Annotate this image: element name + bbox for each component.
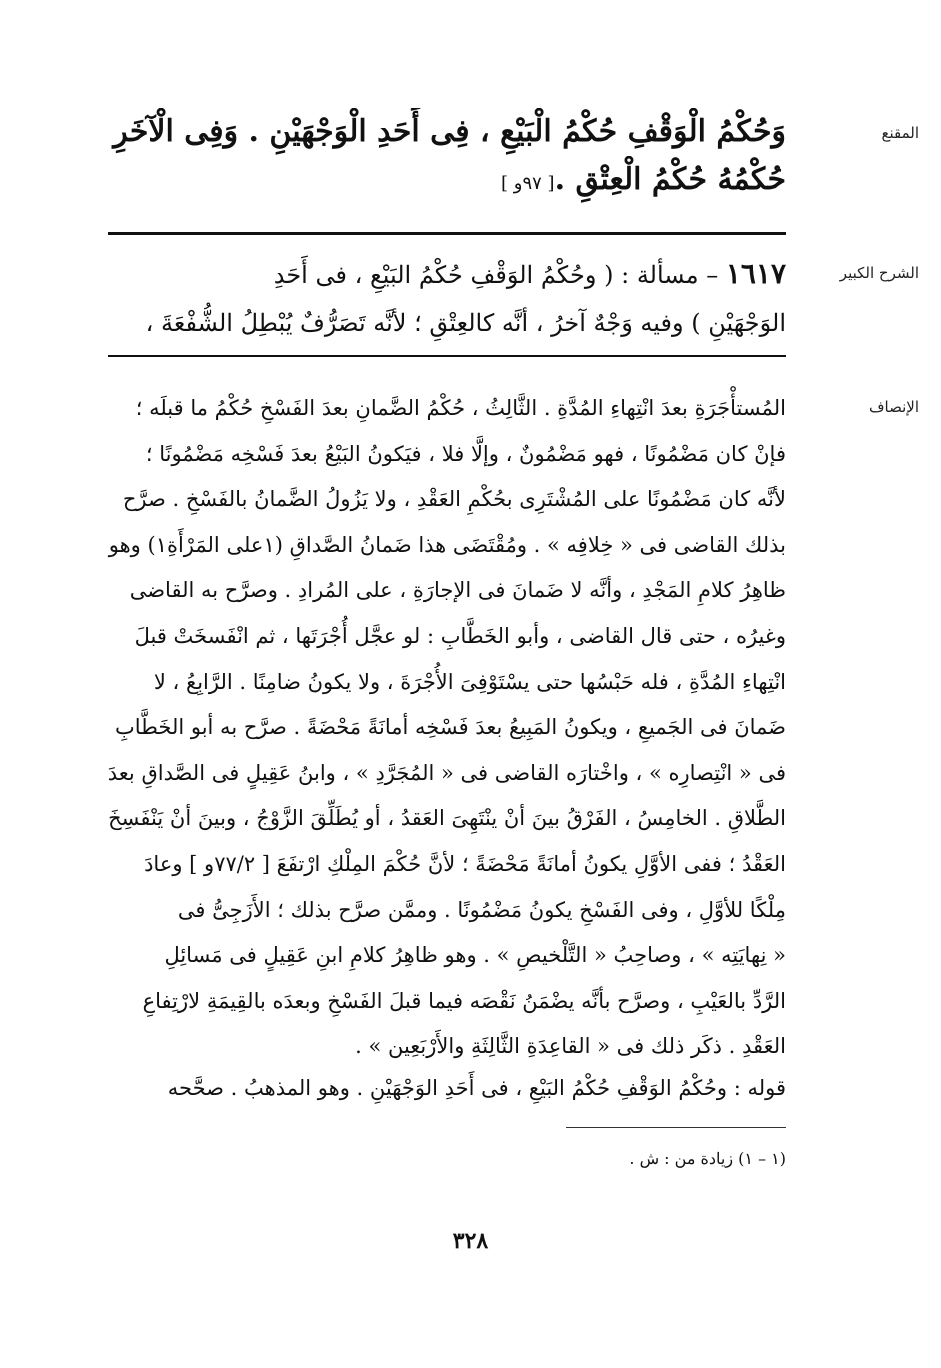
sharh-line-1-text: – مسألة : ( وحُكْمُ الوَقْفِ حُكْمُ البَيْعِ ، فى أَحَدِ xyxy=(273,261,726,289)
insaf-line: لأنَّه كان مَضْمُونًا على المُشْتَرِى بحُكْمِ العَقْدِ ، ولا يَزُولُ الضَّمانُ بالفَسْخِ . صرَّح xyxy=(122,487,786,512)
manuscript-page-mark: [ ٩٧و ] xyxy=(501,173,555,194)
sharh-text-block xyxy=(106,250,786,347)
insaf-line: المُستأْجَرَةِ بعدَ انْتِهاءِ المُدَّةِ . الثَّالِثُ ، حُكْمُ الضَّمانِ بعدَ الفَسْخِ حُكْمُ ما قبلَه ؛ xyxy=(135,396,786,420)
insaf-text-block xyxy=(106,386,786,1070)
sharh-line-1 xyxy=(106,250,786,299)
muqni-line-2-text: حُكْمُهُ حُكْمُ الْعِتْقِ . xyxy=(554,162,786,197)
insaf-line: وغيرُه ، حتى قال القاضى ، وأبو الخَطَّابِ : لو عجَّل أُجْرَتَها ، ثم انْفَسخَتْ قبلَ xyxy=(134,623,786,648)
insaf-line: العَقْدُ ؛ ففى الأوَّلِ يكونُ أمانَةً مَحْضَةً ؛ لأنَّ حُكْمَ المِلْكِ ارْتفَعَ [ ٧٧/٢و ] وعادَ xyxy=(144,851,786,876)
insaf-line: مِلْكًا للأوَّلِ ، وفى الفَسْخِ يكونُ مَضْمُونًا . وممَّن صرَّح بذلك ؛ الأَزَجِىُّ فى xyxy=(177,897,786,922)
insaf-line: العَقْدِ . ذكَر ذلك فى « القاعِدَةِ الثَّالِثَةِ والأَرْبَعِين » . xyxy=(355,1034,786,1059)
footnote-rule xyxy=(566,1127,786,1128)
issue-number: ١٦١٧ xyxy=(725,257,786,290)
label-muqni: المقنع xyxy=(881,124,919,142)
label-insaf: الإنصاف xyxy=(868,398,919,416)
insaf-line: الرَّدِّ بالعَيْبِ ، وصرَّح بأنَّه يضْمَنُ نَقْصَه فيما قبلَ الفَسْخِ وبعدَه بالقِيمَةِ لارْتِفاعِ xyxy=(142,988,786,1013)
sharh-line-2: الوَجْهَيْنِ ) وفيه وَجْهٌ آخرُ ، أنَّه كالعِتْقِ ؛ لأنَّه تَصَرُّفٌ يُبْطِلُ الشُّفْعَةَ ، xyxy=(145,309,786,337)
insaf-line: ظاهِرُ كلامِ المَجْدِ ، وأنَّه لا ضَمانَ فى الإجارَةِ ، على المُرادِ . وصرَّح به القاضى xyxy=(129,578,786,603)
muqni-line-2 xyxy=(106,156,786,208)
muqni-line-1: وَحُكْمُ الْوَقْفِ حُكْمُ الْبَيْعِ ، فِى أَحَدِ الْوَجْهَيْنِ . وَفِى الْآخَرِ xyxy=(113,114,786,149)
page-number: ٣٢٨ xyxy=(452,1228,489,1254)
footnote-block xyxy=(106,1146,786,1172)
insaf-line: فى « انْتِصارِه » ، واخْتارَه القاضى فى « المُجَرَّدِ » ، وابنُ عَقِيلٍ فى الصَّداقِ بعدَ xyxy=(107,760,786,785)
muqni-text-block xyxy=(106,108,786,208)
label-sharh: الشرح الكبير xyxy=(839,264,919,282)
qawluh-line: قوله : وحُكْمُ الوَقْفِ حُكْمُ البَيْعِ ، فى أَحَدِ الوَجْهَيْنِ . وهو المذهبُ . صحَّحه xyxy=(167,1076,786,1100)
section-divider-top xyxy=(108,232,786,235)
insaf-line: « نِهايَتِه » ، وصاحِبُ « التَّلْخيصِ » . وهو ظاهِرُ كلامِ ابنِ عَقِيلٍ فى مَسائِلِ xyxy=(164,943,786,968)
insaf-line: بذلك القاضى فى « خِلافِه » . ومُقْتَضَى هذا ضَمانُ الصَّداقِ (١على المَرْأَةِ١) وهو xyxy=(108,532,786,557)
insaf-line: الطَّلاقِ . الخامِسُ ، الفَرْقُ بينَ أنْ ينْتَهِىَ العَقدُ ، أو يُطَلِّقَ الزَّوْجُ ، وبينَ أنْ يَنْفَسِخَ xyxy=(108,806,786,831)
footnote-text: (١ – ١) زيادة من : ش . xyxy=(629,1149,786,1168)
insaf-line: ضَمانَ فى الجَميعِ ، ويكونُ المَبِيعُ بعدَ فَسْخِه أمانَةً مَحْضَةً . صرَّح به أبو الخَطَّابِ xyxy=(115,715,786,740)
insaf-line: فإنْ كان مَضْمُونًا ، فهو مَضْمُونٌ ، وإلَّا فلا ، فيَكونُ البَيْعُ بعدَ فَسْخِه مَضْمُونًا ؛ xyxy=(145,441,786,466)
section-divider-bottom xyxy=(108,355,786,357)
qawluh-paragraph xyxy=(106,1068,786,1108)
insaf-line: انْتِهاءِ المُدَّةِ ، فله حَبْسُها حتى يسْتَوْفِىَ الأُجْرَةَ ، ولا يكونُ ضامِنًا . الرَّابِعُ ، لا xyxy=(153,669,786,694)
